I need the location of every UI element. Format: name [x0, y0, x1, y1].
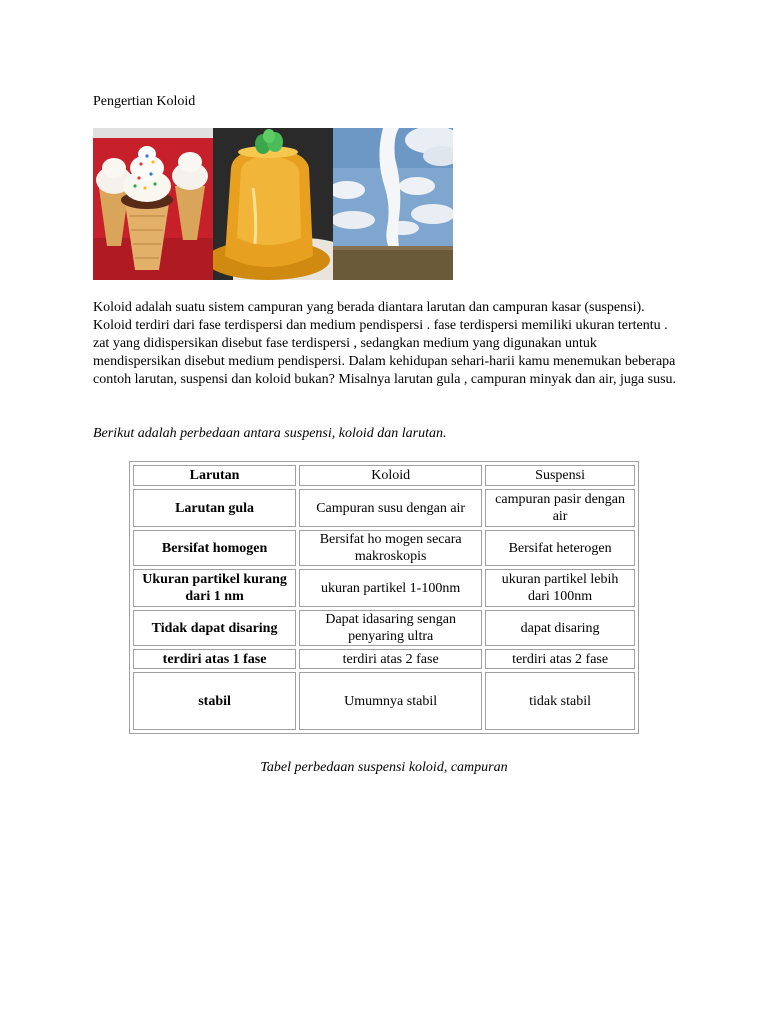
table-cell: campuran pasir dengan air: [485, 489, 635, 527]
header-cell-larutan: Larutan: [133, 465, 296, 486]
comparison-table: [129, 461, 639, 734]
jelly-pudding-photo: [213, 128, 333, 280]
table-cell: Bersifat ho mogen secara makroskopis: [299, 530, 482, 566]
header-cell-koloid: Koloid: [299, 465, 482, 486]
ice-cream-cones-photo: [93, 128, 213, 280]
table-row: [133, 530, 635, 566]
table-cell: terdiri atas 2 fase: [299, 649, 482, 669]
table-row: [133, 569, 635, 607]
table-cell: stabil: [133, 672, 296, 730]
table-row: [133, 672, 635, 730]
table-cell: tidak stabil: [485, 672, 635, 730]
table-cell: Ukuran partikel kurang dari 1 nm: [133, 569, 296, 607]
image-strip: [93, 128, 453, 280]
intro-paragraph: Koloid adalah suatu sistem campuran yang berada diantara larutan dan campuran kasar (suspensi). Koloid terdiri dari fase terdispersi dan medium pendispersi . fase terdispersi memiliki ukuran tertentu . zat yang didispersikan disebut fase terdispersi , sedangkan medium yang digunakan untuk mendispersikan disebut medium pendispersi. Dalam kehidupan sehari-harii kamu menemukan beberapa contoh larutan, suspensi dan koloid bukan? Misalnya larutan gula , campuran minyak dan air, juga susu.: [93, 300, 677, 387]
table-caption: Tabel perbedaan suspensi koloid, campuran: [260, 760, 508, 775]
table-row: [133, 489, 635, 527]
table-cell: Larutan gula: [133, 489, 296, 527]
table-cell: Umumnya stabil: [299, 672, 482, 730]
table-cell: terdiri atas 2 fase: [485, 649, 635, 669]
header-cell-suspensi: Suspensi: [485, 465, 635, 486]
table-cell: Campuran susu dengan air: [299, 489, 482, 527]
table-header-row: [133, 465, 635, 486]
table-cell: Bersifat homogen: [133, 530, 296, 566]
table-cell: terdiri atas 1 fase: [133, 649, 296, 669]
smoke-column-sky-photo: [333, 128, 453, 280]
table-row: [133, 649, 635, 669]
table-row: [133, 610, 635, 646]
page-title: Pengertian Koloid: [93, 94, 196, 109]
table-cell: Tidak dapat disaring: [133, 610, 296, 646]
table-lead-text: Berikut adalah perbedaan antara suspensi, koloid dan larutan.: [93, 426, 447, 441]
table-cell: dapat disaring: [485, 610, 635, 646]
table-cell: ukuran partikel 1-100nm: [299, 569, 482, 607]
table-cell: Bersifat heterogen: [485, 530, 635, 566]
table-cell: Dapat idasaring sengan penyaring ultra: [299, 610, 482, 646]
table-cell: ukuran partikel lebih dari 100nm: [485, 569, 635, 607]
